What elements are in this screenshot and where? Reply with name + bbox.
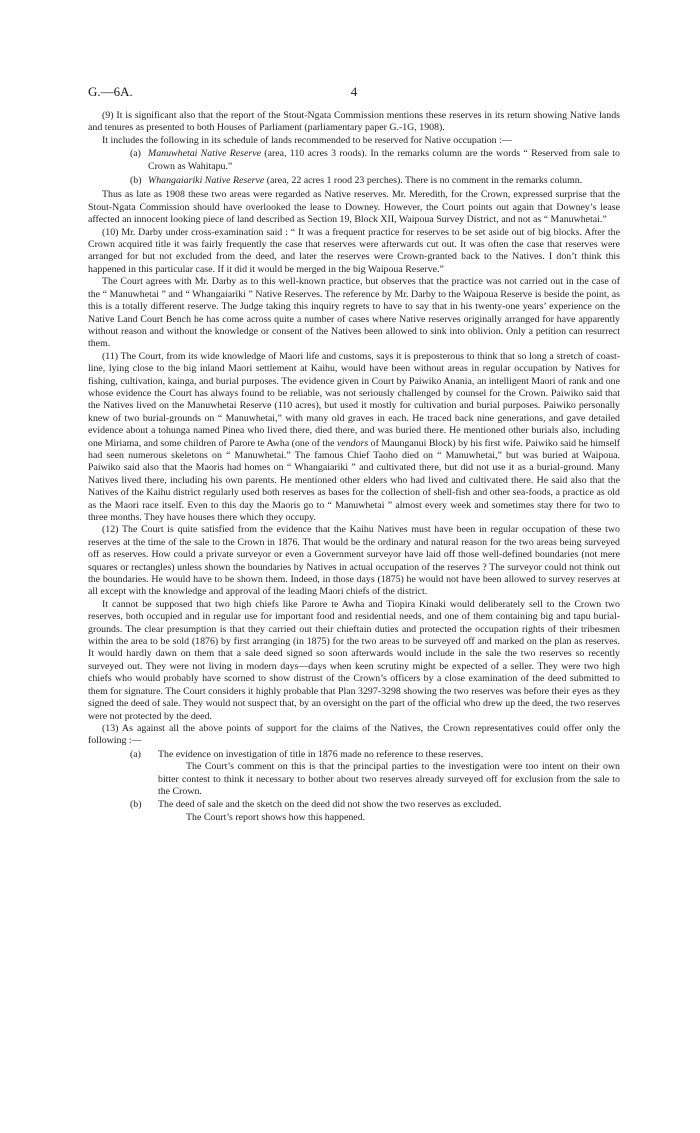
page-header	[88, 84, 620, 100]
paragraph-9-conclusion: Thus as late as 1908 these two areas were regarded as Native reserves. Mr. Meredith, for the Crown, expressed surprise that the Stout-Ngata Commission should have overlooked the lease to Downey. However, the Court points out again that Downey’s lease affected an innocent looking piece of land described as Section 19, Block XII, Waipoua Survey District, and not as “ Manuwhetai.”	[88, 189, 620, 226]
paragraph-9: (9) It is significant also that the report of the Stout-Ngata Commission mentions these reserves in its return showing Native lands and tenures as presented to both Houses of Parliament (parliamentary paper G.-1G, 1908).	[88, 110, 620, 134]
document-body	[88, 110, 620, 824]
paragraph-12: (12) The Court is quite satisfied from the evidence that the Kaihu Natives must have been in regular occupation of these two reserves at the time of the sale to the Crown in 1876. That would be the ordinary and natural reason for the two areas being surveyed off as reserves. How could a private surveyor or even a Government surveyor have laid off those well-defined boundaries (not mere squares or rectangles) unless shown the boundaries by Natives in actual occupation of the reserves ? The surveyor could not think out the boundaries. He would have to be shown them. Indeed, in those days (1875) he would not have been allowed to survey reserves at all except with the knowledge and approval of the leading Maori chiefs of the district.	[88, 524, 620, 598]
reserve-name: Manuwhetai Native Reserve	[148, 148, 261, 160]
crown-point-a	[88, 749, 620, 761]
paragraph-13: (13) As against all the above points of support for the claims of the Natives, the Crown representatives could offer only the following :—	[88, 722, 620, 747]
paragraph-12-presumption: It cannot be supposed that two high chiefs like Parore te Awha and Tiopira Kinaki would deliberately sell to the Crown two reserves, both occupied and in regular use for important food and residential needs, and one of them containing big and tapu burial-grounds. The clear presumption is that they carried out their chieftain duties and protected the occupation rights of their tribesmen within the area to be sold (1876) by first arranging (in 1875) for the two areas to be surveyed off and marked on the plan as reserves. It would hardly dawn on them that a sale deed signed so soon afterwards would include in the sale the two reserves so recently surveyed out. They were not living in modern days—days when keen scrutiny might be expected of a seller. They were two high chiefs who would probably have scorned to show distrust of the Crown’s officers by a close examination of the deed submitted to them for signature. The Court considers it highly probable that Plan 3297-3298 showing the two reserves was before their eyes as they signed the deed of sale. They would not suspect that, by an oversight on the part of the official who drew up the deed, the two reserves were not protected by the deed.	[88, 598, 620, 722]
italic-term: vendors	[336, 437, 369, 449]
list-item-text: (area, 110 acres 3 roods). In the remarks column are the words “ Reserved from sale to Crown as Wahitapu.”	[148, 148, 620, 172]
list-item-b	[88, 175, 620, 187]
list-item-a	[88, 148, 620, 173]
court-comment-a: The Court’s comment on this is that the principal parties to the investigation were too intent on their own bitter contest to think it necessary to bother about two reserves already surveyed off for exclusion from the sale to the Crown.	[158, 761, 620, 797]
court-comment-b: The Court’s report shows how this happened.	[186, 811, 366, 823]
reserve-name: Whangaiariki Native Reserve	[148, 175, 265, 187]
paragraph-11-text-continued: of Maunganui Block) by his first wife. Paiwiko said he himself had seen numerous skeletons on “ Manuwhetai.” The famous Chief Taoho died on “ Manuwhetai,” but was buried at Waipoua. Paiwiko said also that the Maoris had homes on “ Whangaiariki ” and cultivated there, but did not use it as a burial-ground. Many Natives lived there, including his own parents. He mentioned other elders who had lived and cultivated there. He said also that the Natives of the Kaihu district regularly used both reserves as bases for the collection of shell-fish and other sea-foods, a practice as old as the Maori race itself. Even to this day the Maoris go to “ Manuwhetai ” almost every week and sometimes stay there for two to three months. They have houses there which they occupy.	[88, 437, 620, 523]
list-item-text: (area, 22 acres 1 rood 23 perches). There is no comment in the remarks column.	[264, 175, 583, 187]
list-item-text: The deed of sale and the sketch on the deed did not show the two reserves as excluded.	[158, 799, 502, 811]
list-label: (b)	[130, 175, 142, 187]
list-label: (b)	[130, 799, 142, 811]
crown-point-b	[88, 799, 620, 811]
paragraph-10-court: The Court agrees with Mr. Darby as to this well-known practice, but observes that the practice was not carried out in the case of the “ Manuwhetai ” and “ Whangaiariki ” Native Reserves. The reference by Mr. Darby to the Waipoua Reserve is beside the point, as this is a totally different reserve. The Judge taking this inquiry regrets to have to say that in his twenty-one years’ experience on the Native Land Court Bench he has come across quite a number of cases where Native reserves originally arranged for have apparently without reason and without the knowledge or consent of the Natives been allowed to sink into oblivion. Only a petition can resurrect them.	[88, 276, 620, 350]
document-reference: G.—6A.	[88, 84, 133, 99]
paragraph-11	[88, 351, 620, 525]
paragraph-10: (10) Mr. Darby under cross-examination said : “ It was a frequent practice for reserves to be set aside out of big blocks. After the Crown acquired title it was fairly frequently the case that reserves were afterwards cut out. It was often the case that reserves were arranged for but not excluded from the deed, and later the reserves were Crown-granted back to the Natives. I don’t think this happened in this particular case. If it did it would be merged in the big Waipoua Reserve.”	[88, 226, 620, 275]
paragraph-9-schedule: It includes the following in its schedule of lands recommended to be reserved for Native occupation :—	[102, 134, 512, 146]
list-item-text: The evidence on investigation of title in 1876 made no reference to these reserves.	[158, 748, 484, 760]
page-number: 4	[350, 84, 358, 99]
list-label: (a)	[130, 148, 141, 160]
list-label: (a)	[130, 748, 141, 760]
paragraph-11-text: (11) The Court, from its wide knowledge of Maori life and customs, says it is preposterous to think that so long a stretch of coast-line, lying close to the big inland Maori settlement at Kaihu, would have been without areas in regular occupation by Natives for fishing, cultivation, kainga, and burial purposes. The evidence given in Court by Paiwiko Anania, an intelligent Maori of rank and one whose evidence the Court has always found to be reliable, was not seriously challenged by counsel for the Crown. Paiwiko said that the Natives lived on the Manuwhetai Reserve (110 acres), but used it mostly for cultivation and burial purposes. Paiwiko personally knew of two burial-grounds on “ Manuwhetai,” with many old graves in each. He traced back nine generations, and gave detailed evidence about a tohunga named Pinea who lived there, died there, and was buried there. He mentioned other burials also, including one Miriama, and some children of Parore te Awha (one of the	[88, 350, 620, 449]
